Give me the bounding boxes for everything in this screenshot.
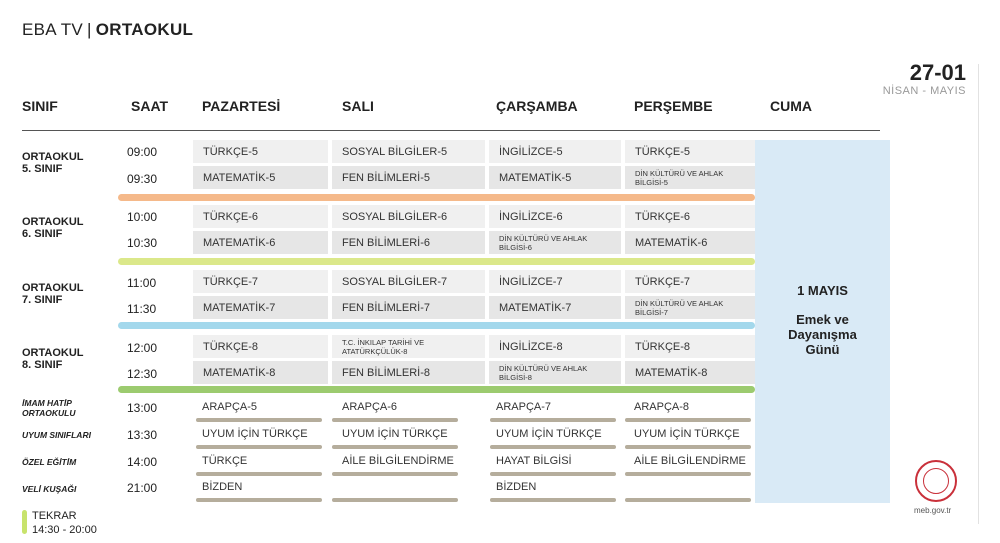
group-label-uyum: UYUM SINIFLARI [22,430,91,440]
schedule-cell: MATEMATİK-6 [193,231,328,254]
cuma-holiday-text [770,312,875,357]
cell-underline [332,472,458,476]
cuma-line-3: Günü [805,342,840,357]
schedule-cell: İNGİLİZCE-5 [489,140,621,163]
meb-logo-inner-icon [923,468,949,494]
date-block [883,62,966,97]
schedule-cell: TÜRKÇE-6 [625,205,755,228]
cell-underline [625,445,751,449]
header-persembe: PERŞEMBE [634,98,713,114]
schedule-cell: MATEMATİK-8 [625,361,755,384]
schedule-cell: BİZDEN [496,481,537,493]
schedule-cell: FEN BİLİMLERİ-7 [332,296,485,319]
schedule-cell: İNGİLİZCE-8 [489,335,621,358]
schedule-cell: TÜRKÇE-5 [193,140,328,163]
schedule-cell: UYUM İÇİN TÜRKÇE [202,428,308,440]
time-cell: 13:00 [127,401,158,415]
header-pazartesi: PAZARTESİ [202,98,281,114]
brand-ortaokul: ORTAOKUL [95,20,194,39]
grade-7-color-bar [118,322,755,329]
time-cell: 12:00 [127,341,158,355]
schedule-cell: SOSYAL BİLGİLER-7 [332,270,485,293]
cell-underline [490,498,616,502]
schedule-cell: AİLE BİLGİLENDİRME [342,455,454,467]
schedule-cell: ARAPÇA-5 [202,401,258,413]
schedule-cell: MATEMATİK-8 [193,361,328,384]
cell-underline [196,418,322,422]
meb-site: meb.gov.tr [914,506,952,515]
grade-label-8: ORTAOKUL 8. SINIF [22,347,84,371]
group-label-imam-hatip: İMAM HATİP ORTAOKULU [22,398,76,418]
time-cell: 12:30 [127,367,158,381]
grade-8-color-bar [118,386,755,393]
tekrar-time: 14:30 - 20:00 [32,524,97,536]
schedule-cell: HAYAT BİLGİSİ [496,455,572,467]
schedule-cell: FEN BİLİMLERİ-5 [332,166,485,189]
tekrar-indicator [22,510,27,534]
cell-underline [332,418,458,422]
cell-underline [490,418,616,422]
tekrar-label: TEKRAR [32,510,77,522]
grade-6-color-bar [118,258,755,265]
cuma-line-1: Emek ve [796,312,849,327]
schedule-cell: MATEMATİK-6 [625,231,755,254]
cuma-line-2: Dayanışma [788,327,857,342]
schedule-cell: AİLE BİLGİLENDİRME [634,455,746,467]
date-range: 27-01 [909,60,966,85]
schedule-cell: T.C. İNKILAP TARİHİ VE ATATÜRKÇÜLÜK-8 [332,335,485,358]
schedule-cell: SOSYAL BİLGİLER-5 [332,140,485,163]
schedule-cell: DİN KÜLTÜRÜ VE AHLAK BİLGİSİ-7 [625,296,755,319]
schedule-cell: FEN BİLİMLERİ-6 [332,231,485,254]
schedule-cell: İNGİLİZCE-7 [489,270,621,293]
schedule-cell: MATEMATİK-5 [193,166,328,189]
cell-underline [490,445,616,449]
grade-label-7: ORTAOKUL 7. SINIF [22,282,84,306]
brand-title [22,20,193,40]
schedule-cell: ARAPÇA-7 [496,401,552,413]
time-cell: 11:30 [127,302,157,316]
schedule-cell: UYUM İÇİN TÜRKÇE [634,428,740,440]
group-label-veli-kusagi: VELİ KUŞAĞI [22,484,77,494]
schedule-cell: İNGİLİZCE-6 [489,205,621,228]
header-sali: SALI [342,98,374,114]
brand-separator: | [87,20,92,39]
group-label-ozel-egitim: ÖZEL EĞİTİM [22,457,77,467]
time-cell: 09:30 [127,172,158,186]
schedule-cell: SOSYAL BİLGİLER-6 [332,205,485,228]
schedule-cell: TÜRKÇE [202,455,248,467]
time-cell: 11:00 [127,276,157,290]
schedule-cell: UYUM İÇİN TÜRKÇE [496,428,602,440]
header-cuma: CUMA [770,98,812,114]
schedule-cell: DİN KÜLTÜRÜ VE AHLAK BİLGİSİ-6 [489,231,621,254]
schedule-cell: TÜRKÇE-7 [625,270,755,293]
schedule-cell: MATEMATİK-5 [489,166,621,189]
cell-underline [196,472,322,476]
header-divider [22,130,880,131]
time-cell: 09:00 [127,145,158,159]
schedule-cell: TÜRKÇE-8 [625,335,755,358]
schedule-cell: MATEMATİK-7 [193,296,328,319]
date-months: NİSAN - MAYIS [882,85,966,97]
schedule-cell: TÜRKÇE-8 [193,335,328,358]
schedule-cell: FEN BİLİMLERİ-8 [332,361,485,384]
tekrar-info [32,509,97,537]
time-cell: 21:00 [127,481,158,495]
schedule-cell: TÜRKÇE-7 [193,270,328,293]
schedule-cell: ARAPÇA-8 [634,401,690,413]
cell-underline [332,445,458,449]
header-saat: SAAT [131,98,169,114]
grade-5-color-bar [118,194,755,201]
header-carsamba: ÇARŞAMBA [496,98,578,114]
schedule-cell: UYUM İÇİN TÜRKÇE [342,428,448,440]
cell-underline [490,472,616,476]
schedule-cell: DİN KÜLTÜRÜ VE AHLAK BİLGİSİ-5 [625,166,755,189]
cell-underline [625,472,751,476]
time-cell: 10:00 [127,210,158,224]
cell-underline [196,445,322,449]
time-cell: 10:30 [127,236,158,250]
grade-label-5: ORTAOKUL 5. SINIF [22,151,84,175]
cell-underline [625,418,751,422]
schedule-cell: MATEMATİK-7 [489,296,621,319]
header-sinif: SINIF [22,98,58,114]
cell-underline [625,498,751,502]
time-cell: 13:30 [127,428,158,442]
schedule-cell: BİZDEN [202,481,243,493]
right-divider [978,64,979,524]
schedule-cell: TÜRKÇE-5 [625,140,755,163]
cell-underline [196,498,322,502]
schedule-cell: DİN KÜLTÜRÜ VE AHLAK BİLGİSİ-8 [489,361,621,384]
time-cell: 14:00 [127,455,158,469]
schedule-cell: TÜRKÇE-6 [193,205,328,228]
schedule-cell: ARAPÇA-6 [342,401,398,413]
cuma-holiday-title: 1 MAYIS [797,283,848,298]
brand-eba: EBA TV [22,20,84,39]
grade-label-6: ORTAOKUL 6. SINIF [22,216,84,240]
cell-underline [332,498,458,502]
